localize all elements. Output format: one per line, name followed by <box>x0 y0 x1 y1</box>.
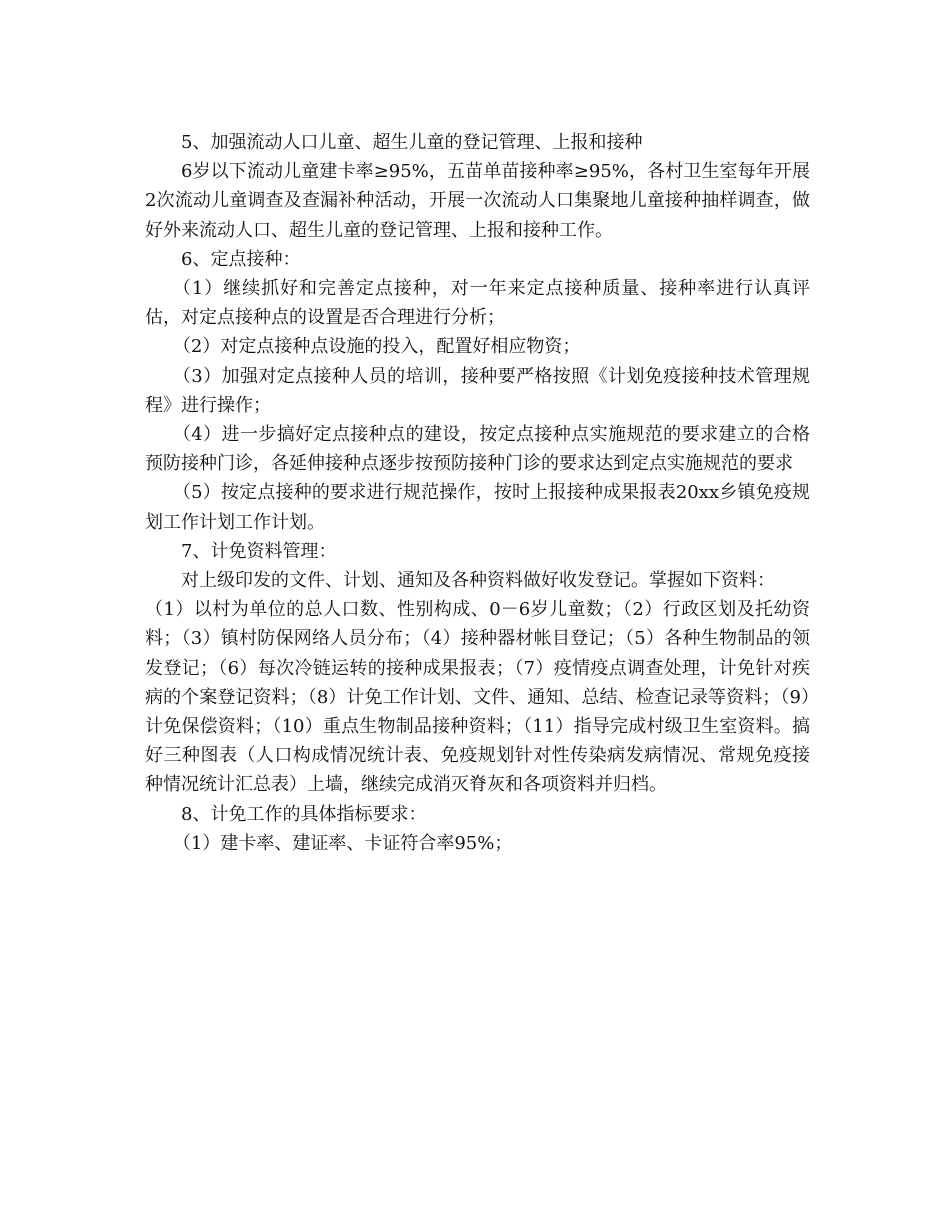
list-item-6-3: （3）加强对定点接种人员的培训，接种要严格按照《计划免疫接种技术管理规程》进行操作； <box>145 365 810 416</box>
list-item-6-1: （1）继续抓好和完善定点接种，对一年来定点接种质量、接种率进行认真评估，对定点接种点的设置是否合理进行分析； <box>145 278 810 329</box>
document-body <box>145 128 810 858</box>
section-heading-8: 8、计免工作的具体指标要求： <box>181 803 427 825</box>
list-item-8-1: （1）建卡率、建证率、卡证符合率95%； <box>172 832 513 854</box>
section-heading-7: 7、计免资料管理： <box>181 540 337 562</box>
paragraph-floating-children: 6岁以下流动儿童建卡率≥95%，五苗单苗接种率≥95%，各村卫生室每年开展2次流动儿童调查及查漏补种活动，开展一次流动人口集聚地儿童接种抽样调查，做好外来流动人口、超生儿童的登记管理、上报和接种工作。 <box>145 161 810 241</box>
list-item-6-5: （5）按定点接种的要求进行规范操作，按时上报接种成果报表20xx乡镇免疫规划工作计划工作计划。 <box>145 482 810 533</box>
list-item-6-4: （4）进一步搞好定点接种点的建设，按定点接种点实施规范的要求建立的合格预防接种门诊，各延伸接种点逐步按预防接种门诊的要求达到定点实施规范的要求 <box>145 424 810 475</box>
paragraph-records-intro: 对上级印发的文件、计划、通知及各种资料做好收发登记。掌握如下资料： <box>181 570 775 592</box>
section-heading-6: 6、定点接种： <box>181 248 301 270</box>
section-heading-5: 5、加强流动人口儿童、超生儿童的登记管理、上报和接种 <box>181 132 643 153</box>
list-item-6-2: （2）对定点接种点设施的投入，配置好相应物资； <box>172 336 581 358</box>
paragraph-records-list: （1）以村为单位的总人口数、性别构成、0－6岁儿童数；（2）行政区划及托幼资料；（3）镇村防保网络人员分布；（4）接种器材帐目登记；（5）各种生物制品的领发登记；（6）每次冷链运转的接种成果报表；（7）疫情疫点调查处理，计免针对疾病的个案登记资料；（8）计免工作计划、文件、通知、总结、检查记录等资料；（9）计免保偿资料；（10）重点生物制品接种资料；（11）指导完成村级卫生室资料。搞好三种图表（人口构成情况统计表、免疫规划针对性传染病发病情况、常规免疫接种情况统计汇总表）上墙，继续完成消灭脊灰和各项资料并归档。 <box>145 599 810 796</box>
